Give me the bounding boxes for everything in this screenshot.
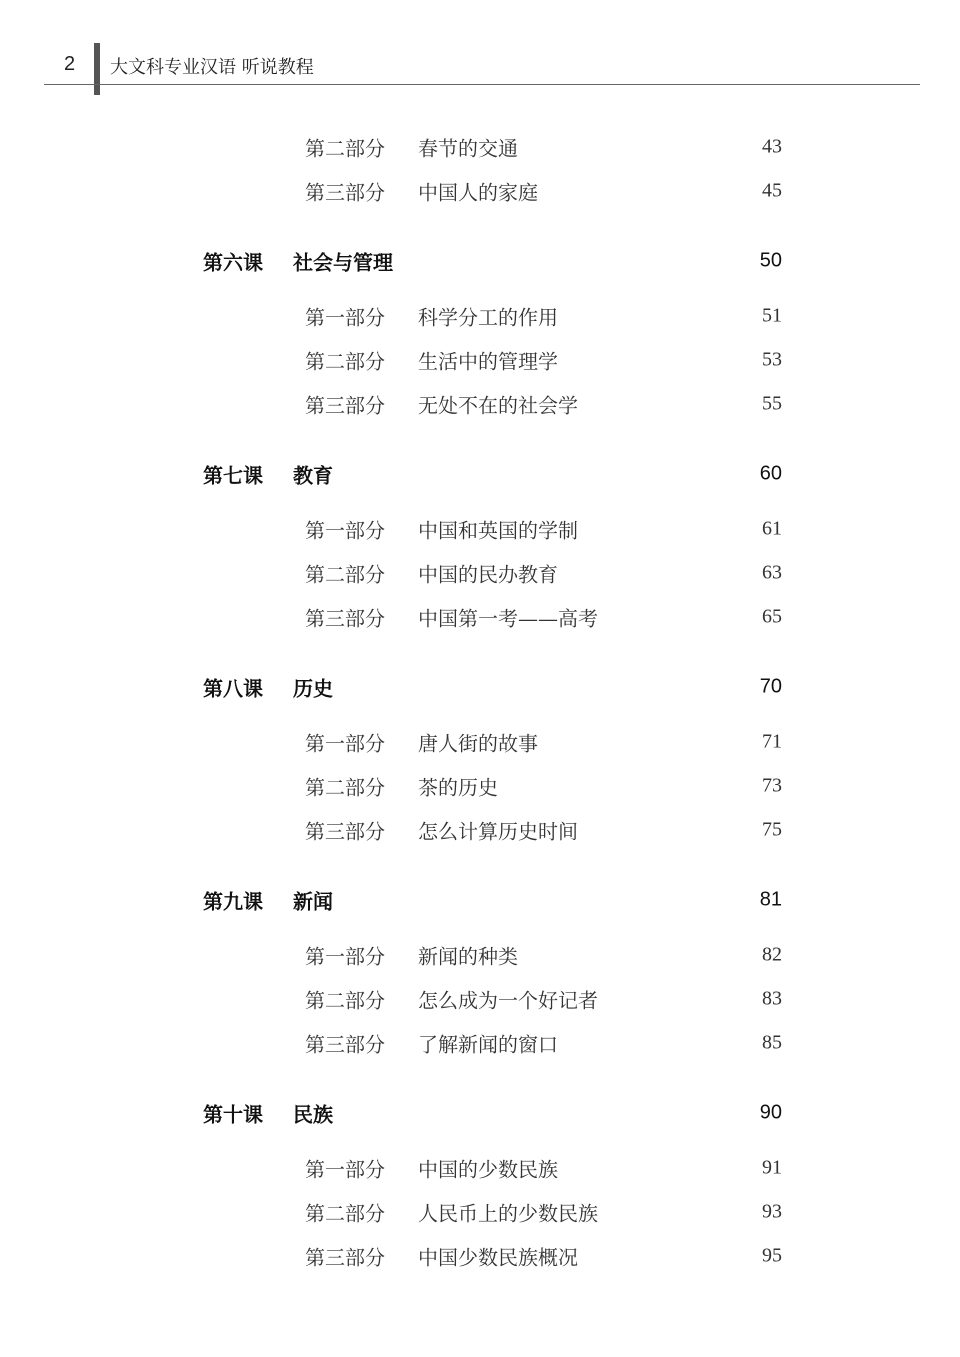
toc-section-entry — [0, 1021, 960, 1065]
entry-title: 中国的民办教育 — [418, 562, 558, 587]
toc-section-entry — [0, 1234, 960, 1278]
entry-title: 新闻 — [293, 889, 333, 914]
entry-label: 第一部分 — [305, 305, 385, 330]
toc-section-entry — [0, 764, 960, 808]
entry-title: 唐人街的故事 — [418, 731, 538, 756]
running-title: 大文科专业汉语 听说教程 — [110, 57, 314, 78]
entry-page: 51 — [762, 304, 782, 327]
entry-label: 第二部分 — [305, 136, 385, 161]
toc-section-entry — [0, 1190, 960, 1234]
entry-title: 茶的历史 — [418, 775, 498, 800]
entry-title: 怎么成为一个好记者 — [418, 988, 598, 1013]
toc-section-entry — [0, 977, 960, 1021]
entry-page: 90 — [759, 1101, 782, 1124]
entry-label: 第一部分 — [305, 731, 385, 756]
entry-label: 第二部分 — [305, 1201, 385, 1226]
entry-label: 第一部分 — [305, 1157, 385, 1182]
entry-label: 第二部分 — [305, 988, 385, 1013]
entry-page: 75 — [762, 818, 782, 841]
entry-label: 第三部分 — [305, 819, 385, 844]
toc-section-entry — [0, 294, 960, 338]
entry-page: 83 — [762, 987, 782, 1010]
entry-page: 53 — [762, 348, 782, 371]
entry-page: 81 — [759, 888, 782, 911]
entry-page: 50 — [759, 249, 782, 272]
entry-title: 历史 — [293, 676, 333, 701]
toc-lesson-entry — [0, 452, 960, 496]
entry-page: 45 — [762, 179, 782, 202]
entry-page: 85 — [762, 1031, 782, 1054]
page-number: 2 — [64, 53, 76, 75]
entry-title: 民族 — [293, 1102, 333, 1127]
entry-title: 春节的交通 — [418, 136, 518, 161]
entry-title: 中国和英国的学制 — [418, 518, 578, 543]
entry-page: 60 — [759, 462, 782, 485]
entry-label: 第三部分 — [305, 606, 385, 631]
toc-section-entry — [0, 720, 960, 764]
entry-title: 无处不在的社会学 — [418, 393, 578, 418]
entry-page: 70 — [759, 675, 782, 698]
entry-label: 第三部分 — [305, 393, 385, 418]
entry-label: 第二部分 — [305, 562, 385, 587]
header-rule — [44, 84, 920, 85]
entry-label: 第七课 — [203, 463, 263, 488]
toc-section-entry — [0, 382, 960, 426]
toc-section-entry — [0, 169, 960, 213]
toc-section-entry — [0, 551, 960, 595]
header-bar — [94, 43, 100, 95]
entry-title: 中国第一考——高考 — [418, 606, 598, 631]
toc-lesson-entry — [0, 878, 960, 922]
toc-section-entry — [0, 933, 960, 977]
table-of-contents — [0, 125, 960, 1278]
entry-label: 第二部分 — [305, 349, 385, 374]
entry-label: 第六课 — [203, 250, 263, 275]
toc-lesson-entry — [0, 1091, 960, 1135]
entry-page: 95 — [762, 1244, 782, 1267]
entry-title: 教育 — [293, 463, 333, 488]
entry-page: 82 — [762, 943, 782, 966]
entry-label: 第一部分 — [305, 518, 385, 543]
entry-title: 新闻的种类 — [418, 944, 518, 969]
toc-lesson-entry — [0, 665, 960, 709]
toc-section-entry — [0, 808, 960, 852]
entry-page: 71 — [762, 730, 782, 753]
entry-page: 73 — [762, 774, 782, 797]
entry-page: 65 — [762, 605, 782, 628]
entry-title: 怎么计算历史时间 — [418, 819, 578, 844]
toc-section-entry — [0, 595, 960, 639]
entry-label: 第三部分 — [305, 180, 385, 205]
toc-section-entry — [0, 507, 960, 551]
entry-page: 61 — [762, 517, 782, 540]
entry-page: 93 — [762, 1200, 782, 1223]
entry-title: 科学分工的作用 — [418, 305, 558, 330]
entry-label: 第八课 — [203, 676, 263, 701]
entry-page: 63 — [762, 561, 782, 584]
entry-page: 91 — [762, 1156, 782, 1179]
entry-title: 人民币上的少数民族 — [418, 1201, 598, 1226]
entry-title: 中国人的家庭 — [418, 180, 538, 205]
toc-lesson-entry — [0, 239, 960, 283]
entry-label: 第三部分 — [305, 1032, 385, 1057]
entry-page: 43 — [762, 135, 782, 158]
entry-label: 第一部分 — [305, 944, 385, 969]
entry-label: 第十课 — [203, 1102, 263, 1127]
entry-title: 中国少数民族概况 — [418, 1245, 578, 1270]
toc-section-entry — [0, 1146, 960, 1190]
entry-label: 第三部分 — [305, 1245, 385, 1270]
toc-section-entry — [0, 338, 960, 382]
entry-title: 社会与管理 — [293, 250, 393, 275]
entry-page: 55 — [762, 392, 782, 415]
entry-label: 第九课 — [203, 889, 263, 914]
entry-title: 了解新闻的窗口 — [418, 1032, 558, 1057]
toc-section-entry — [0, 125, 960, 169]
entry-label: 第二部分 — [305, 775, 385, 800]
entry-title: 中国的少数民族 — [418, 1157, 558, 1182]
entry-title: 生活中的管理学 — [418, 349, 558, 374]
